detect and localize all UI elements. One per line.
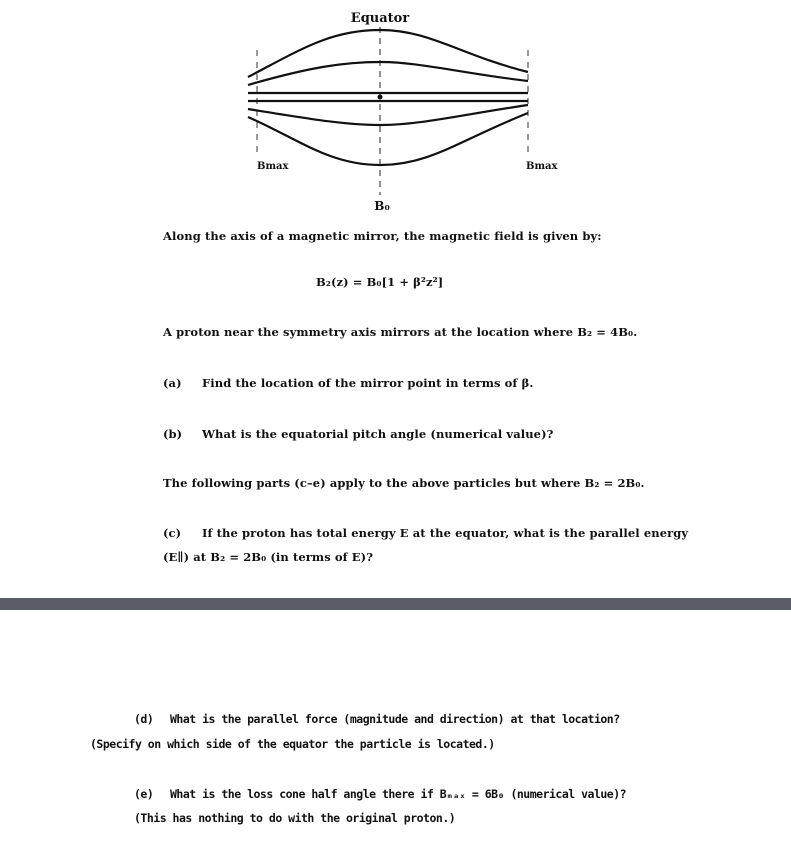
- part-e-text-cont: (This has nothing to do with the original proton.): [134, 811, 456, 825]
- part-d-text: What is the parallel force (magnitude and direction) at that location?: [170, 712, 620, 726]
- equator-label: Equator: [350, 11, 410, 26]
- center-point: [378, 95, 383, 100]
- intro-text: Along the axis of a magnetic mirror, the magnetic field is given by:: [163, 229, 602, 243]
- part-b-label: (b): [163, 427, 183, 441]
- page-divider: [0, 598, 791, 610]
- magnetic-mirror-diagram: [230, 5, 560, 215]
- part-d-text-cont: (Specify on which side of the equator the particle is located.): [90, 737, 495, 751]
- part-b-text: What is the equatorial pitch angle (numerical value)?: [202, 427, 554, 441]
- bmax-left-label: Bmax: [257, 161, 289, 172]
- part-e-label: (e): [134, 787, 154, 801]
- field-equation: B₂(z) = B₀[1 + β²z²]: [316, 275, 444, 289]
- mirror-statement: A proton near the symmetry axis mirrors at the location where B₂ = 4B₀.: [163, 325, 638, 339]
- document-page-bottom: [0, 610, 791, 843]
- part-a-label: (a): [163, 376, 182, 390]
- field-line-top: [248, 30, 528, 77]
- part-c-text: If the proton has total energy E at the equator, what is the parallel energy: [202, 526, 689, 540]
- bmax-right-label: Bmax: [526, 161, 558, 172]
- followup-text: The following parts (c–e) apply to the above particles but where B₂ = 2B₀.: [163, 476, 645, 490]
- b0-label: B₀: [374, 199, 390, 213]
- part-c-text-cont: (E∥) at B₂ = 2B₀ (in terms of E)?: [163, 550, 374, 564]
- part-e-text: What is the loss cone half angle there if Bₘₐₓ = 6B₀ (numerical value)?: [170, 787, 627, 801]
- part-c-label: (c): [163, 526, 182, 540]
- field-line-lower: [248, 105, 528, 125]
- field-line-upper: [248, 62, 528, 85]
- part-d-label: (d): [134, 712, 154, 726]
- part-a-text: Find the location of the mirror point in terms of β.: [202, 376, 534, 390]
- field-line-bottom: [248, 113, 528, 165]
